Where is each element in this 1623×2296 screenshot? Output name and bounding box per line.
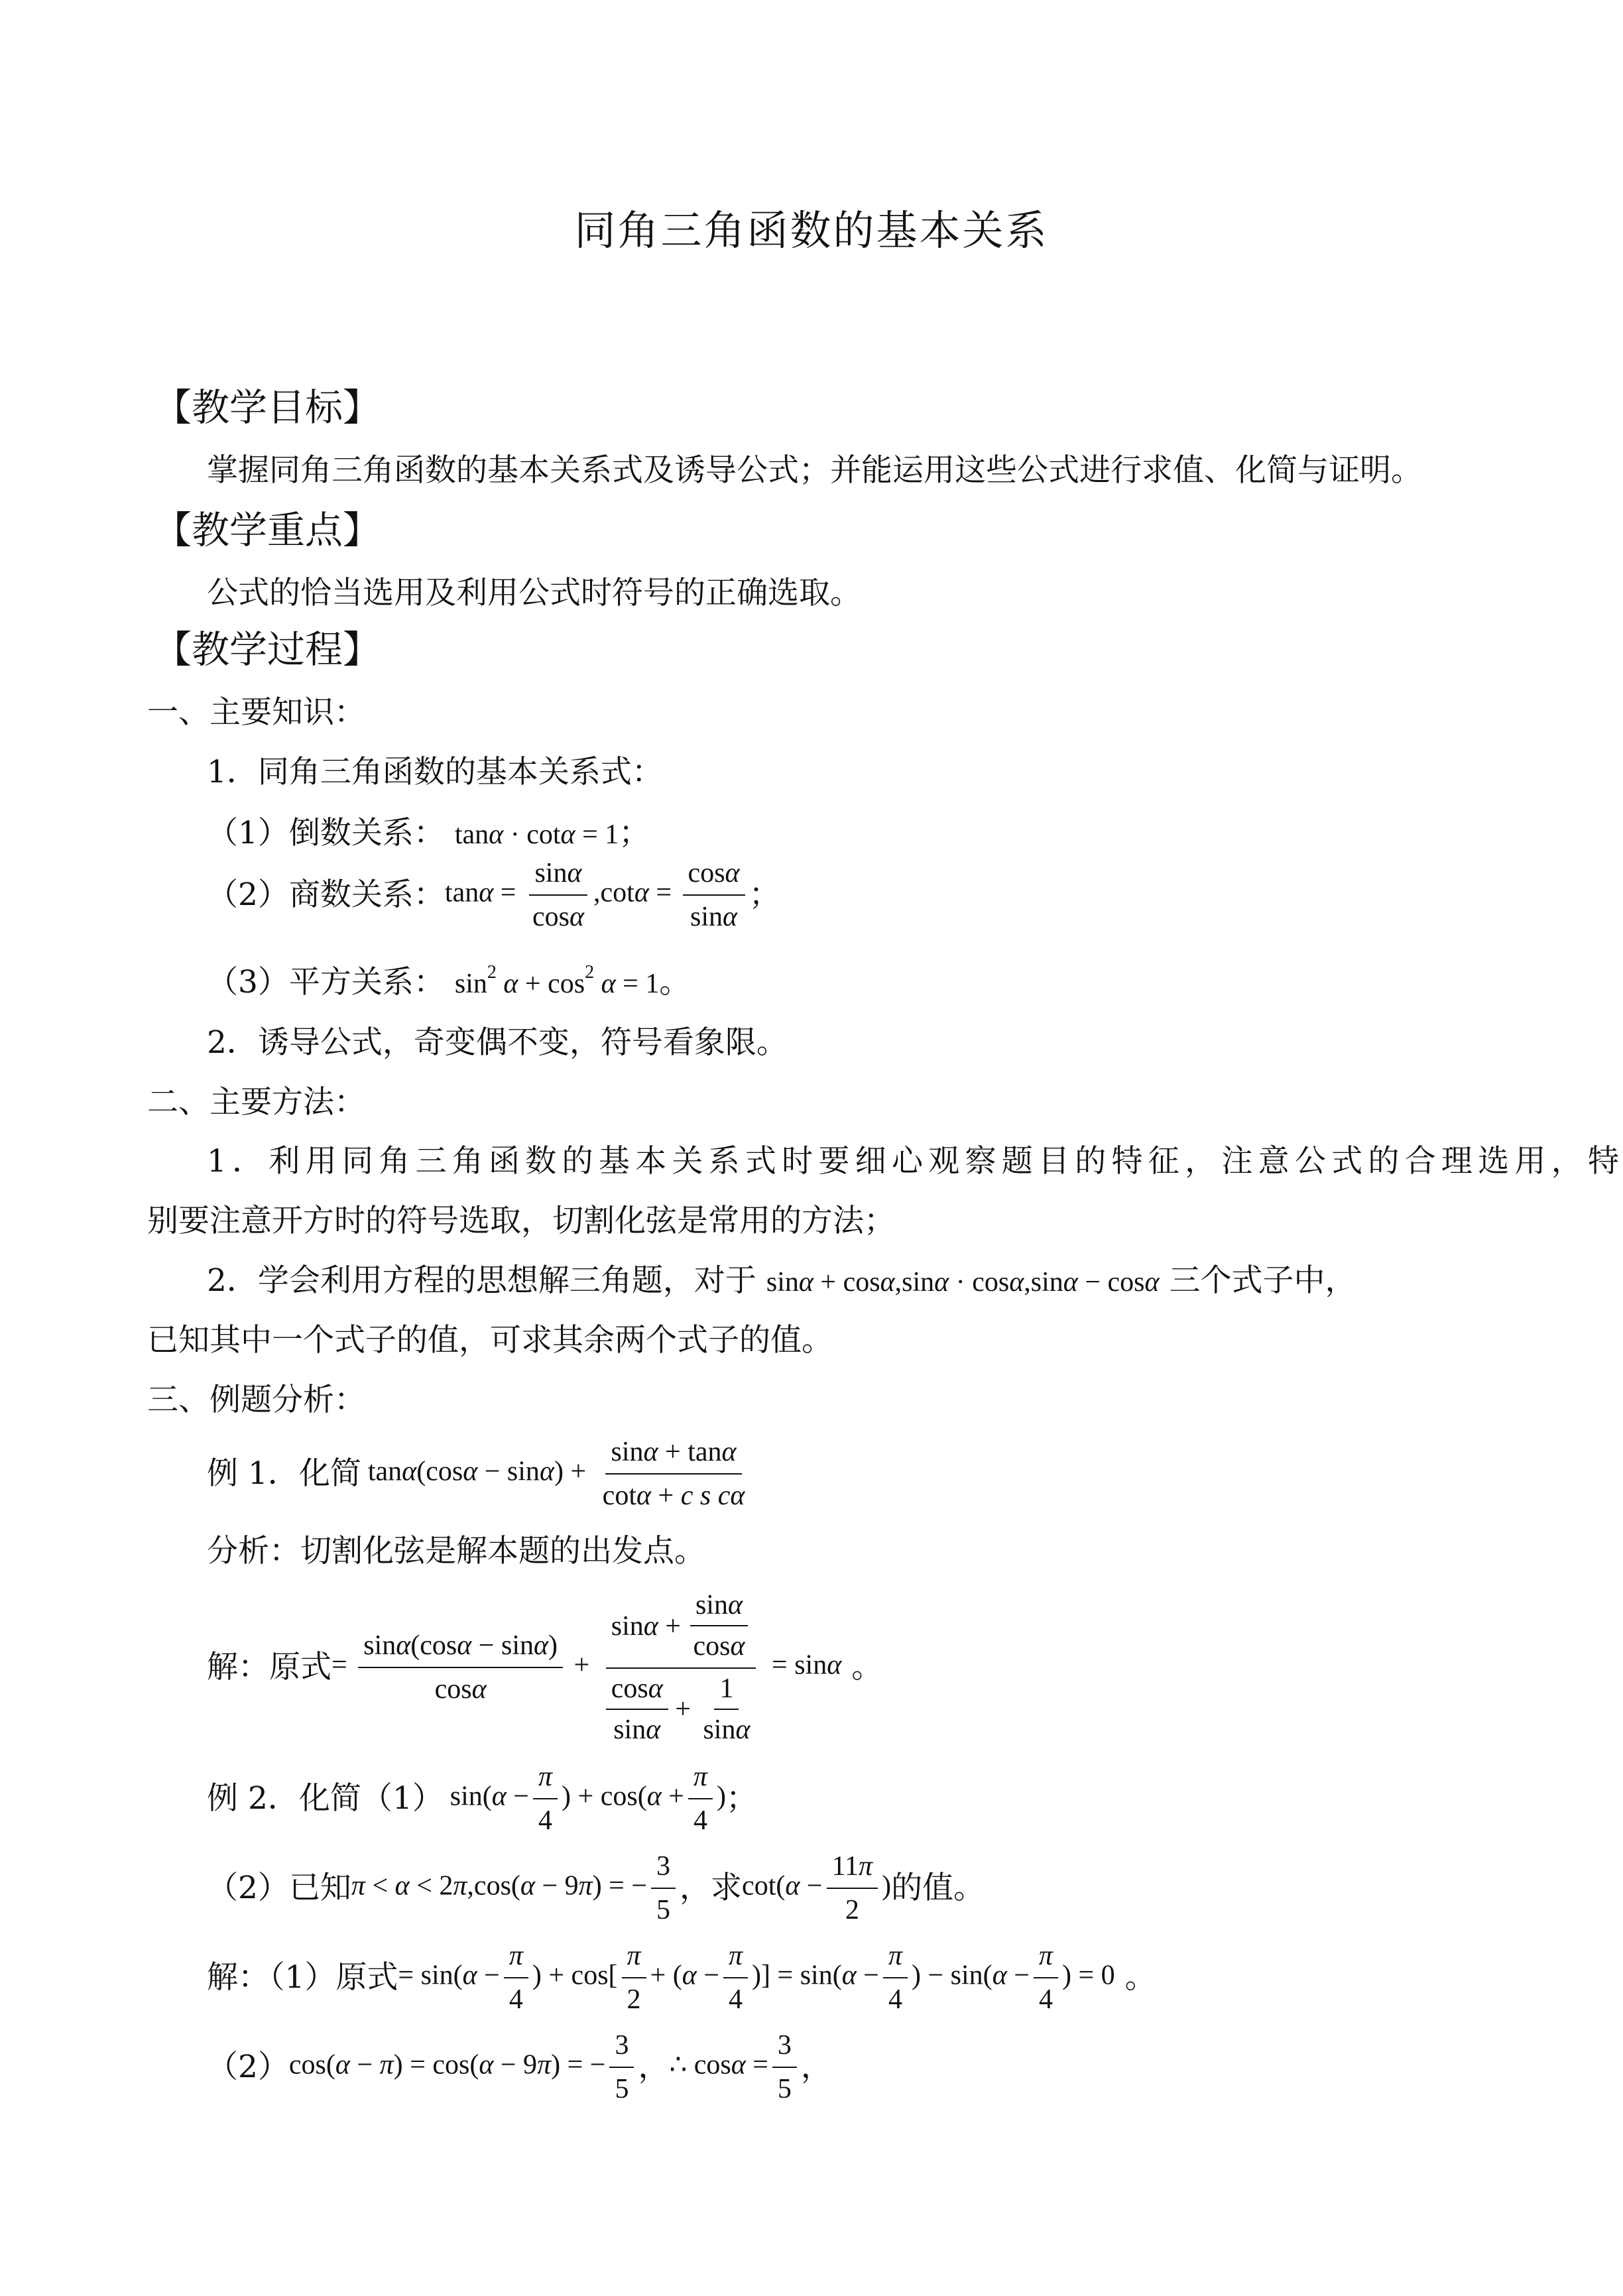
quotient-relation: （2）商数关系： tanα = $\frac{\sin\alpha}{\cos\alpha}$ ,cotα = $\frac{\cos\alpha}{\sin\alpha}$ ； — [207, 855, 780, 935]
example-2-solution-1: 解：（1）原式 = sin(α − $\frac{\pi}{4}$ ) + cos[ $\frac{\pi}{2}$ + (α − $\frac{\pi}{4}$ )] = sin(α − $\frac{\pi}{4}$ ) − sin(α − $\frac{\pi}{4}$ ) = 0 。 — [207, 1936, 1156, 2019]
section-header-goals: 【教学目标】 — [154, 386, 381, 430]
example-2-part-1-expression: sin(α − $\frac{\pi}{4}$ ) + cos(α + $\frac{\pi}{4}$ ) — [450, 1758, 726, 1839]
square-formula: $\sin^2 \alpha + \cos^2 \alpha = 1$ — [454, 962, 660, 999]
page-title: 同角三角函数的基本关系 — [574, 206, 1049, 255]
example-2-solution-2: （2） cos(α − π) = cos(α − 9π) = − $\frac{3}{5}$ ， ∴ cosα = $\frac{3}{5}$ ， — [207, 2025, 832, 2108]
square-label: （3）平方关系： — [207, 964, 445, 1000]
quotient-formula: tanα = $\frac{\sin\alpha}{\cos\alpha}$ ,cotα = $\frac{\cos\alpha}{\sin\alpha}$ — [445, 855, 749, 936]
method-1-line-1: 1．利用同角三角函数的基本关系式时要细心观察题目的特征，注意公式的合理选用，特 — [207, 1143, 1619, 1179]
example-1-expression: tanα(cosα − sinα) + $\frac{\sin\alpha + \tan\alpha}{\text{cotα + c s cα}}$ — [368, 1433, 754, 1514]
knowledge-item-1: 1．同角三角函数的基本关系式： — [207, 754, 663, 790]
section-header-process: 【教学过程】 — [154, 628, 381, 672]
methods-header: 二、主要方法： — [147, 1084, 365, 1120]
example-1-analysis: 分析：切割化弦是解本题的出发点。 — [207, 1533, 705, 1569]
example-2-condition: π < α < 2π,cos(α − 9π) = − $\frac{3}{5}$ — [351, 1848, 680, 1929]
example-1-solution: 解：原式 = $\frac{\sin\alpha(\cos\alpha - \sin\alpha)}{\cos\alpha}$ + sin α + $\frac{\sin\alpha}{\cos\alpha}$ $\frac{\cos\alpha}{\sin\alpha}$ + $\frac{1}{\sin\alpha}$ = sinα 。 — [207, 1585, 882, 1750]
reciprocal-label: （1）倒数关系： — [207, 815, 445, 851]
method-2-expressions: sinα + cosα,sinα · cosα,sinα − cosα — [766, 1267, 1160, 1298]
section-header-key: 【教学重点】 — [154, 509, 381, 552]
example-2-part-2: （2）已知 π < α < 2π,cos(α − 9π) = − $\frac{3}{5}$ ，求 cot(α − $\frac{11\pi}{2}$ ) 的值。 — [207, 1846, 985, 1929]
square-relation: （3）平方关系： $\sin^2 \alpha + \cos^2 \alpha = 1$。 — [207, 962, 691, 1000]
examples-header: 三、例题分析： — [147, 1382, 365, 1418]
example-1-problem: 例 1．化简 tanα(cosα − sinα) + $\frac{\sin\alpha + \tan\alpha}{\text{cotα + c s cα}}$ — [207, 1432, 754, 1515]
method-1-line-2: 别要注意开方时的符号选取，切割化弦是常用的方法； — [147, 1203, 895, 1239]
example-2-target: cot(α − $\frac{11\pi}{2}$ ) — [742, 1848, 891, 1929]
example-2-solution-2-conclusion: ∴ cosα = $\frac{3}{5}$ — [669, 2027, 800, 2108]
reciprocal-formula: tanα · cotα = 1 — [454, 819, 619, 850]
knowledge-item-2: 2．诱导公式，奇变偶不变，符号看象限。 — [207, 1024, 788, 1061]
key-text: 公式的恰当选用及利用公式时符号的正确选取。 — [207, 575, 861, 611]
reciprocal-relation: （1）倒数关系： tanα · cotα = 1； — [207, 815, 650, 851]
quotient-label: （2）商数关系： — [207, 876, 445, 913]
method-2-line-2: 已知其中一个式子的值，可求其余两个式子的值。 — [147, 1322, 833, 1359]
goals-text: 掌握同角三角函数的基本关系式及诱导公式；并能运用这些公式进行求值、化简与证明。 — [207, 452, 1422, 489]
example-1-solution-formula: = $\frac{\sin\alpha(\cos\alpha - \sin\alpha)}{\cos\alpha}$ + sin α + $\frac{\sin\alpha}{\cos\alpha}$ $\frac{\cos\alpha}{\sin\alpha}$ + $\frac{1}{\sin\alpha}$ = sinα — [331, 1588, 841, 1747]
knowledge-header: 一、主要知识： — [147, 694, 365, 731]
method-2-line-1: 2．学会利用方程的思想解三角题，对于 sinα + cosα,sinα · cosα,sinα − cosα 三个式子中， — [207, 1262, 1356, 1299]
example-2-solution-1-formula: = sin(α − $\frac{\pi}{4}$ ) + cos[ $\frac{\pi}{2}$ + (α − $\frac{\pi}{4}$ )] = sin(α − $\frac{\pi}{4}$ ) − sin(α − $\frac{\pi}{4}$ ) = 0 — [398, 1937, 1114, 2018]
example-2-part-1: 例 2．化简（1） sin(α − $\frac{\pi}{4}$ ) + cos(α + $\frac{\pi}{4}$ ) ； — [207, 1757, 757, 1840]
example-2-solution-2-formula: cos(α − π) = cos(α − 9π) = − $\frac{3}{5}$ — [289, 2027, 638, 2108]
